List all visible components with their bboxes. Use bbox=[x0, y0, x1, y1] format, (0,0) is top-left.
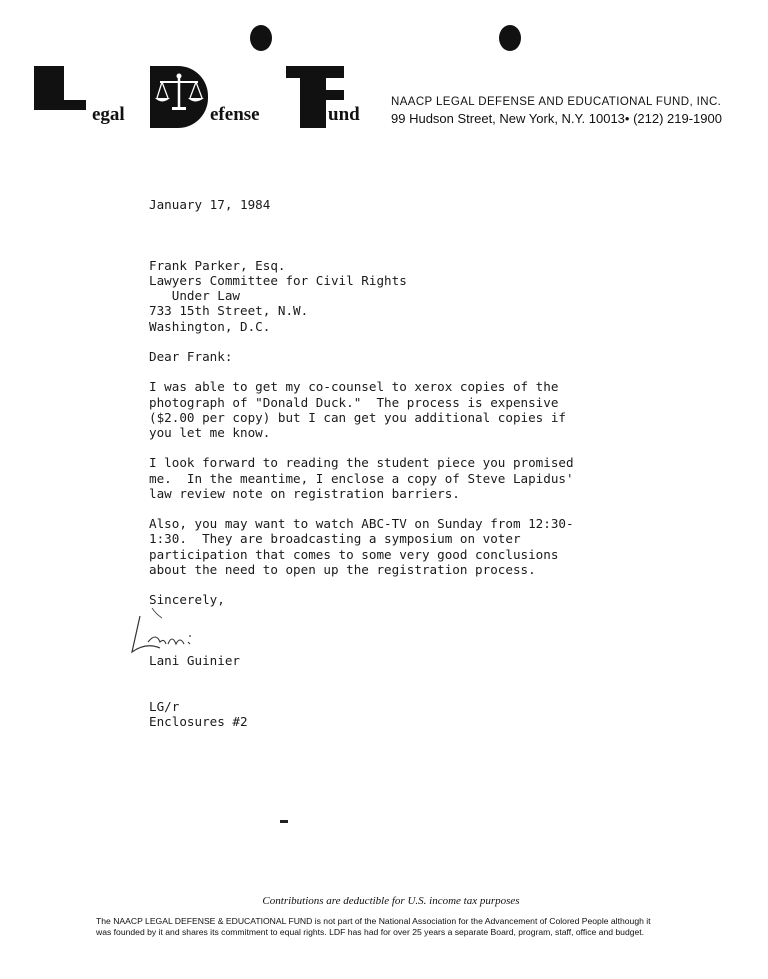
closing: Sincerely, bbox=[149, 592, 225, 608]
stray-mark bbox=[280, 820, 288, 823]
recipient-line: Frank Parker, Esq. bbox=[149, 257, 286, 273]
paragraph bbox=[149, 379, 619, 440]
punch-hole bbox=[250, 25, 272, 51]
recipient-line: Under Law bbox=[149, 288, 240, 304]
logo-word-egal: egal bbox=[92, 104, 125, 125]
letter-date: January 17, 1984 bbox=[149, 197, 271, 212]
footer bbox=[96, 895, 686, 938]
recipient-line: Lawyers Committee for Civil Rights bbox=[149, 272, 407, 288]
paragraph-line: participation that comes to some very good conclusions bbox=[149, 546, 559, 562]
punch-hole bbox=[499, 25, 521, 51]
scales-of-justice-icon bbox=[152, 72, 206, 114]
paragraph bbox=[149, 455, 619, 501]
logo-word-und: und bbox=[328, 104, 360, 125]
paragraph-line: law review note on registration barriers. bbox=[149, 485, 460, 501]
recipient-line: 733 15th Street, N.W. bbox=[149, 303, 309, 319]
salutation: Dear Frank: bbox=[149, 348, 233, 364]
signer-name: Lani Guinier bbox=[149, 652, 240, 668]
disclaimer-line: The NAACP LEGAL DEFENSE & EDUCATIONAL FUND is not part of the National Association for the Advancement of Colored People although it bbox=[96, 916, 651, 926]
tax-note: Contributions are deductible for U.S. income tax purposes bbox=[262, 895, 520, 907]
ldf-logo bbox=[34, 66, 374, 128]
paragraph-line: photograph of "Donald Duck." The process is expensive bbox=[149, 394, 559, 410]
letterhead-contact bbox=[391, 96, 722, 126]
disclaimer-line: was founded by it and shares its commitment to equal rights. LDF has had for over 25 years a separate Board, program, staff, office and budget. bbox=[96, 927, 645, 937]
handwritten-signature bbox=[126, 608, 216, 658]
paragraph-line: ($2.00 per copy) but I can get you additional copies if bbox=[149, 409, 567, 425]
org-address: 99 Hudson Street, New York, N.Y. 10013• (212) 219-1900 bbox=[391, 111, 722, 126]
recipient-line: Washington, D.C. bbox=[149, 318, 271, 334]
paragraph-line: you let me know. bbox=[149, 424, 271, 440]
logo-word-efense: efense bbox=[210, 104, 260, 125]
paragraph-line: Also, you may want to watch ABC-TV on Sunday from 12:30- bbox=[149, 516, 574, 532]
org-name: NAACP LEGAL DEFENSE AND EDUCATIONAL FUND, INC. bbox=[391, 96, 722, 108]
paragraph-line: I was able to get my co-counsel to xerox copies of the bbox=[149, 379, 559, 395]
recipient-block bbox=[149, 258, 619, 334]
typist-initials: LG/r bbox=[149, 698, 180, 714]
paragraph-line: 1:30. They are broadcasting a symposium on voter bbox=[149, 531, 521, 547]
paragraph-line: me. In the meantime, I enclose a copy of Steve Lapidus' bbox=[149, 470, 574, 486]
enclosures: Enclosures #2 bbox=[149, 713, 248, 729]
paragraph-line: about the need to open up the registration process. bbox=[149, 561, 536, 577]
paragraph bbox=[149, 516, 619, 577]
paragraph-line: I look forward to reading the student piece you promised bbox=[149, 455, 574, 471]
disclaimer bbox=[96, 916, 686, 938]
letter-body bbox=[149, 197, 619, 729]
